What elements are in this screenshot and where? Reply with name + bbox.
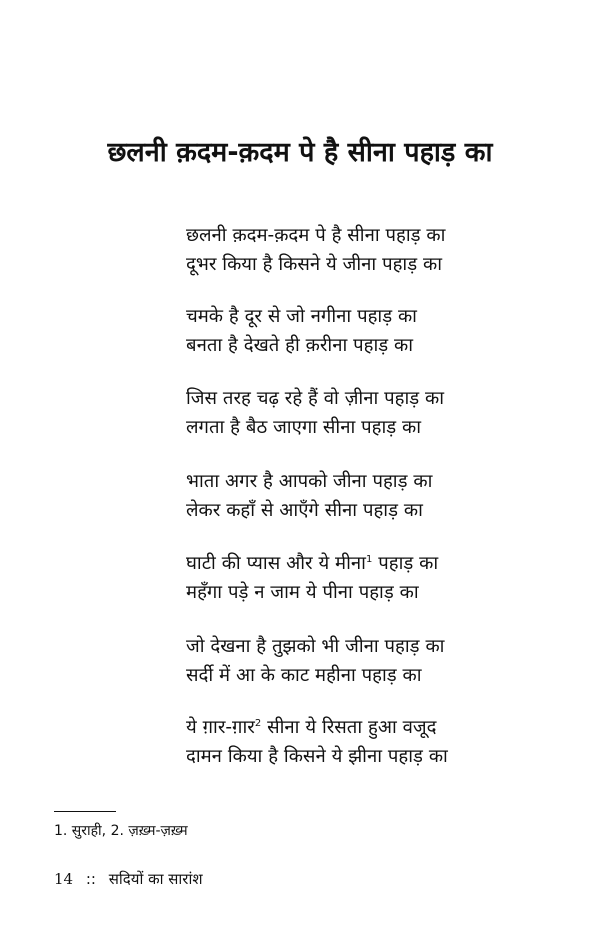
couplet-line: लेकर कहाँ से आएँगे सीना पहाड़ का: [186, 500, 423, 521]
couplet-line: जो देखना है तुझको भी जीना पहाड़ का: [186, 636, 445, 657]
line-text: सीना ये रिसता हुआ वजूद: [261, 717, 437, 738]
page-number: 14: [54, 870, 74, 888]
couplet-line: महँगा पड़े न जाम ये पीना पहाड़ का: [186, 582, 419, 603]
line-text: ये ग़ार-ग़ार: [186, 717, 255, 738]
couplet-line: लगता है बैठ जाएगा सीना पहाड़ का: [186, 417, 422, 438]
line-text: पहाड़ का: [372, 553, 439, 574]
couplet-line: छलनी क़दम-क़दम पे है सीना पहाड़ का: [186, 225, 446, 246]
footnote-marker: 2: [254, 718, 262, 729]
book-title: सदियों का सारांश: [108, 870, 203, 888]
couplet-line: दूभर किया है किसने ये जीना पहाड़ का: [186, 254, 443, 275]
couplet-line: [186, 713, 486, 742]
couplet-3: [186, 384, 486, 442]
couplet-line: बनता है देखते ही क़रीना पहाड़ का: [186, 335, 414, 356]
couplet-line: जिस तरह चढ़ रहे हैं वो ज़ीना पहाड़ का: [186, 388, 445, 409]
couplet-line: चमके है दूर से जो नगीना पहाड़ का: [186, 306, 417, 327]
footnote-divider: [54, 811, 116, 812]
footer-separator: ::: [85, 870, 96, 888]
couplet-line: भाता अगर है आपको जीना पहाड़ का: [186, 471, 433, 492]
couplet-2: [186, 302, 486, 360]
couplet-line: सर्दी में आ के काट महीना पहाड़ का: [186, 665, 422, 686]
couplet-6: [186, 632, 486, 690]
couplet-line: दामन किया है किसने ये झीना पहाड़ का: [186, 746, 448, 767]
footnote: 1. सुराही, 2. ज़ख़्म-ज़ख़्म: [54, 823, 188, 839]
page-footer: [54, 869, 203, 889]
line-text: घाटी की प्यास और ये मीना: [186, 553, 366, 574]
footnote-marker: 1: [365, 554, 373, 565]
poem-title: छलनी क़दम-क़दम पे है सीना पहाड़ का: [107, 137, 493, 168]
couplet-4: [186, 467, 486, 525]
couplet-1: [186, 221, 486, 279]
couplet-5: [186, 549, 486, 607]
couplet-line: [186, 549, 486, 578]
couplet-7: [186, 713, 486, 771]
